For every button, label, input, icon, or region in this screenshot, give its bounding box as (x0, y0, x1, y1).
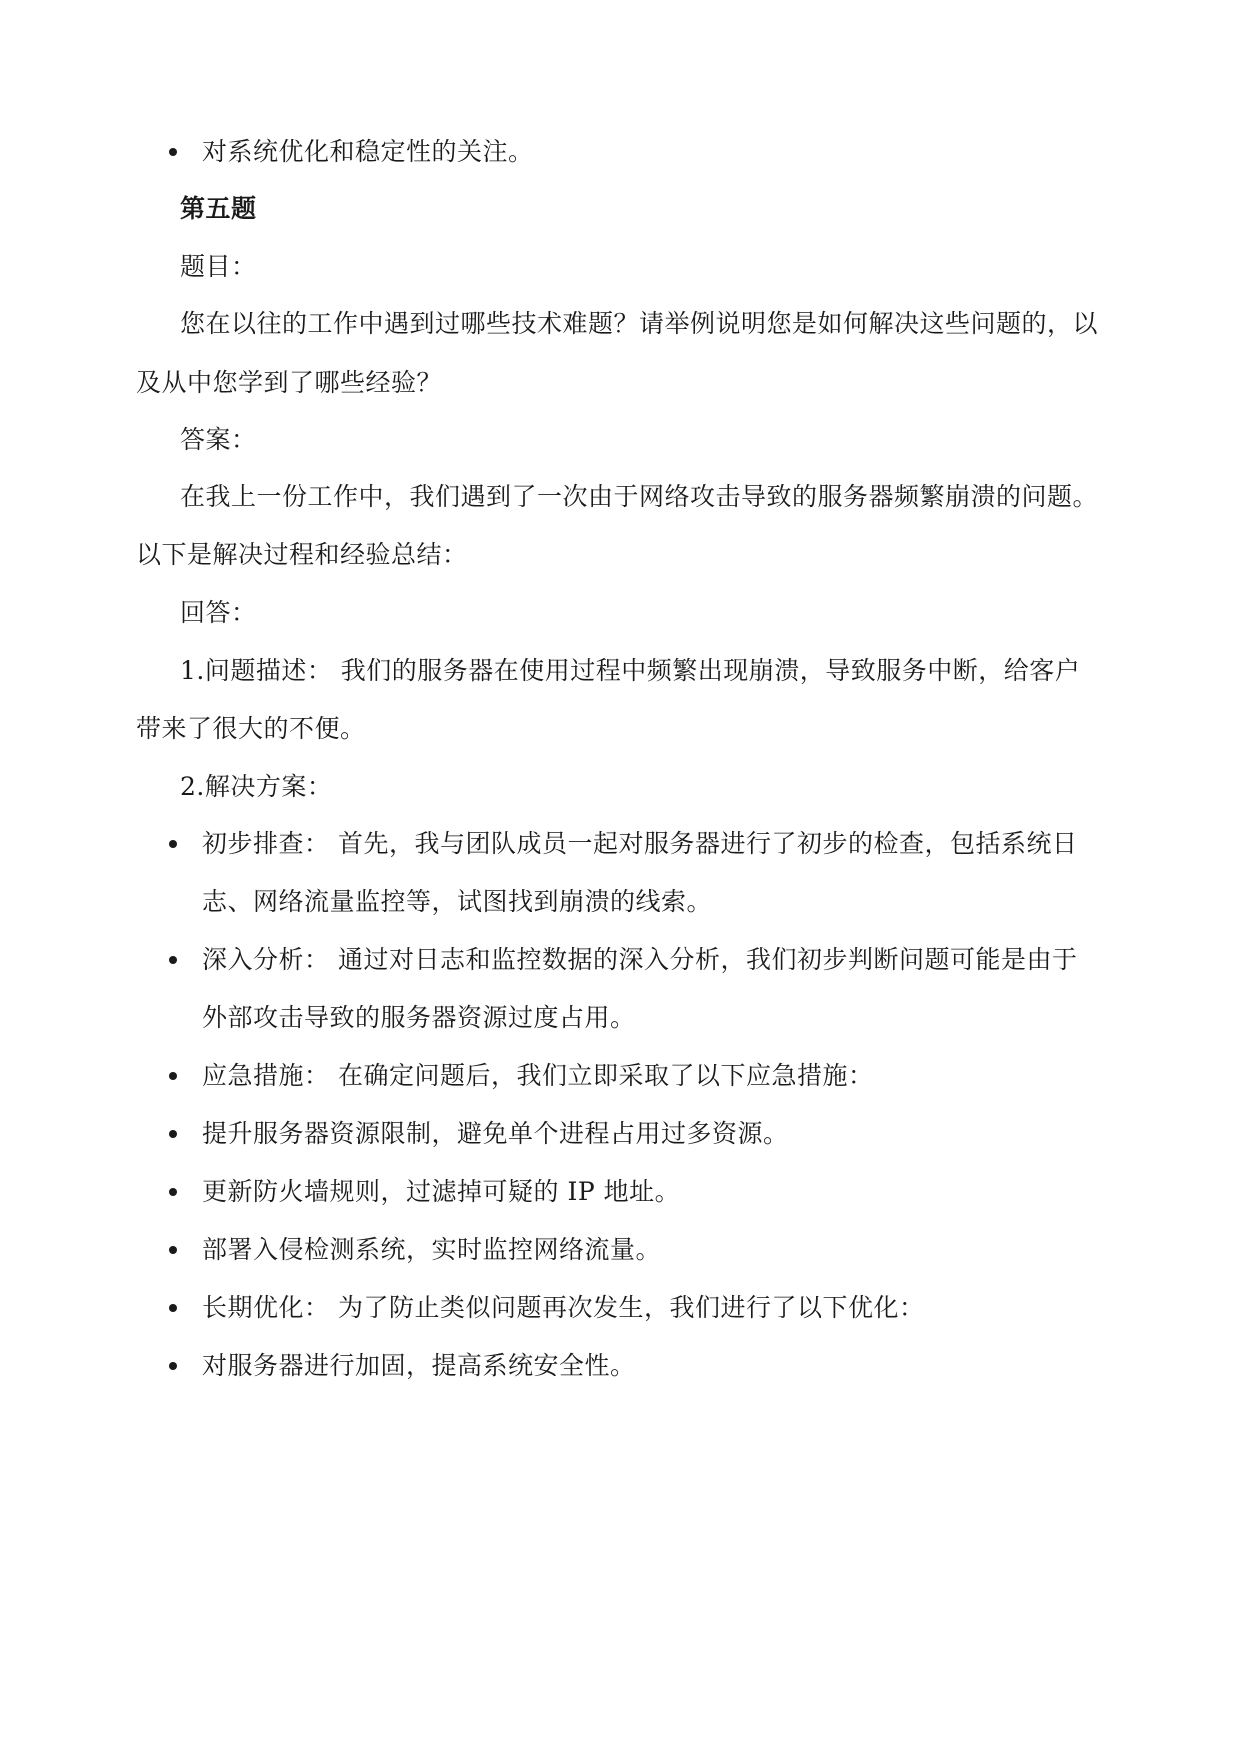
bullet-intrusion-detection: 部署入侵检测系统，实时监控网络流量。 (202, 1235, 662, 1264)
bullet-initial-check-line-2: 志、网络流量监控等，试图找到崩溃的线索。 (202, 887, 713, 916)
bullet-dot (169, 840, 177, 848)
problem-line-2: 带来了很大的不便。 (136, 714, 366, 743)
answer-label: 答案： (180, 425, 257, 454)
bullet-dot (169, 1246, 177, 1254)
bullet-dot (169, 1130, 177, 1138)
bullet-resource-limit: 提升服务器资源限制，避免单个进程占用过多资源。 (202, 1119, 789, 1148)
bullet-long-term-optimization: 长期优化： 为了防止类似问题再次发生，我们进行了以下优化： (202, 1293, 925, 1322)
reply-label: 回答： (180, 598, 257, 627)
bullet-initial-check-line-1: 初步排查： 首先，我与团队成员一起对服务器进行了初步的检查，包括系统日 (202, 829, 1078, 858)
bullet-deep-analysis-line-1: 深入分析： 通过对日志和监控数据的深入分析，我们初步判断问题可能是由于 (202, 945, 1078, 974)
bullet-deep-analysis-line-2: 外部攻击导致的服务器资源过度占用。 (202, 1003, 636, 1032)
bullet-firewall: 更新防火墙规则，过滤掉可疑的 IP 地址。 (202, 1177, 681, 1206)
bullet-emergency-measures: 应急措施： 在确定问题后，我们立即采取了以下应急措施： (202, 1061, 874, 1090)
bullet-dot (169, 1072, 177, 1080)
bullet-dot (169, 956, 177, 964)
bullet-dot (169, 1304, 177, 1312)
problem-line-1: 1.问题描述： 我们的服务器在使用过程中频繁出现崩溃，导致服务中断，给客户 (180, 656, 1081, 685)
question-label: 题目： (180, 252, 257, 281)
answer-line-1: 在我上一份工作中，我们遇到了一次由于网络攻击导致的服务器频繁崩溃的问题。 (180, 482, 1099, 511)
top-bullet-text: 对系统优化和稳定性的关注。 (202, 137, 534, 166)
bullet-dot (169, 1188, 177, 1196)
section-title: 第五题 (180, 194, 257, 223)
question-line-2: 及从中您学到了哪些经验？ (136, 368, 443, 397)
bullet-dot (169, 148, 177, 156)
solution-label: 2.解决方案： (180, 772, 333, 801)
answer-line-2: 以下是解决过程和经验总结： (136, 540, 468, 569)
question-line-1: 您在以往的工作中遇到过哪些技术难题？请举例说明您是如何解决这些问题的，以 (180, 309, 1099, 338)
bullet-hardening: 对服务器进行加固，提高系统安全性。 (202, 1351, 636, 1380)
bullet-dot (169, 1362, 177, 1370)
